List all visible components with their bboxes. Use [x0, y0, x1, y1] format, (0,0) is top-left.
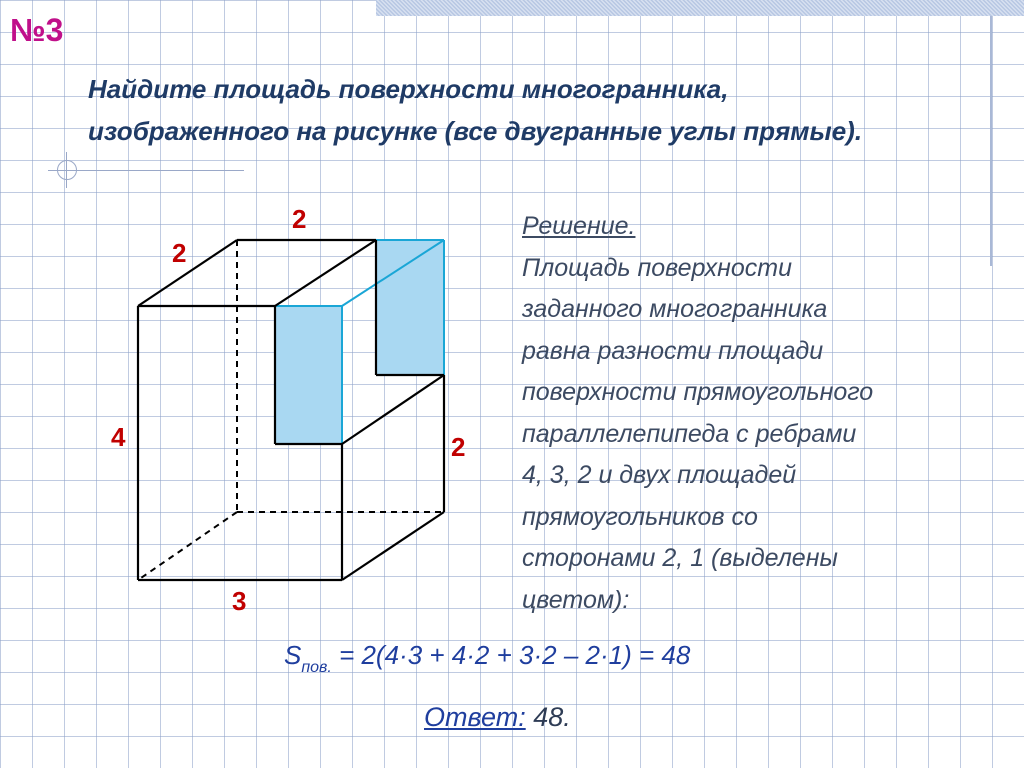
answer-label: Ответ: [424, 702, 526, 732]
formula-symbol: S [284, 640, 302, 670]
solution-line: прямоугольников со [522, 502, 758, 531]
task-number: №3 [10, 12, 64, 48]
solution-line: сторонами 2, 1 (выделены [522, 544, 838, 572]
task-statement-line-1: Найдите площадь поверхности многогранника, [88, 74, 729, 104]
edge-label-left: 4 [111, 422, 126, 452]
surface-area-formula [284, 640, 691, 676]
solution-line: цветом): [522, 585, 630, 614]
edge-label-bottom: 3 [232, 586, 247, 616]
formula-subscript: пов. [301, 659, 332, 676]
edge-label-top: 2 [292, 204, 307, 234]
solution-line: Площадь поверхности [522, 253, 793, 282]
edge-label-top-left: 2 [172, 238, 187, 268]
solution-line: параллелепипеда с ребрами [522, 419, 857, 448]
highlight-face-right [376, 240, 444, 375]
edge-label-right: 2 [451, 432, 466, 462]
solution-block [522, 206, 1002, 621]
solution-line: 4, 3, 2 и двух площадей [522, 461, 797, 489]
answer-line [424, 702, 571, 733]
task-statement-line-2: изображенного на рисунке (все двугранные углы прямые). [88, 116, 863, 146]
formula-expression: = 2(4·3 + 4·2 + 3·2 – 2·1) = 48 [331, 640, 691, 670]
solution-title: Решение. [522, 212, 636, 240]
solution-line: заданного многогранника [522, 295, 828, 323]
solution-line: поверхности прямоугольного [522, 378, 874, 406]
solution-line: равна разности площади [522, 336, 824, 365]
answer-value: 48. [525, 702, 571, 732]
highlight-face-front [275, 306, 342, 444]
